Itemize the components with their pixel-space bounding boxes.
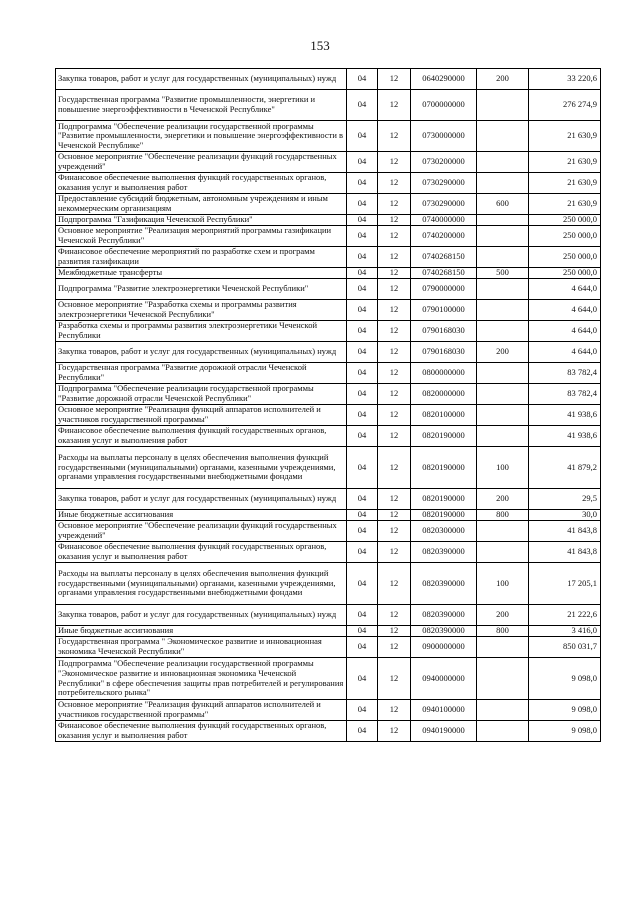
row-name-cell: Закупка товаров, работ и услуг для государственных (муниципальных) нужд <box>56 605 347 626</box>
row-name-cell: Государственная программа "Развитие дорожной отрасли Чеченской Республики" <box>56 363 347 384</box>
row-expense-type-cell <box>477 700 529 721</box>
row-section-cell: 04 <box>347 510 378 521</box>
row-target-article-cell: 0940000000 <box>411 658 477 700</box>
row-target-article-cell: 0740268150 <box>411 268 477 279</box>
row-subsection-cell: 12 <box>378 90 411 121</box>
row-subsection-cell: 12 <box>378 268 411 279</box>
row-target-article-cell: 0790000000 <box>411 279 477 300</box>
row-name-cell: Закупка товаров, работ и услуг для государственных (муниципальных) нужд <box>56 489 347 510</box>
row-name-cell: Основное мероприятие "Обеспечение реализации функций государственных учреждений" <box>56 521 347 542</box>
row-amount-cell: 250 000,0 <box>529 226 601 247</box>
row-name-cell: Подпрограмма "Обеспечение реализации государственной программы "Экономическое развитие и инновационная экономика Чеченской Республики" в сфере обеспечения защиты прав потребителей и регулирования потребительского рынка" <box>56 658 347 700</box>
row-amount-cell: 21 222,6 <box>529 605 601 626</box>
row-amount-cell: 9 098,0 <box>529 721 601 742</box>
table-row <box>56 542 601 563</box>
table-row <box>56 321 601 342</box>
page-number: 153 <box>310 38 330 53</box>
row-expense-type-cell <box>477 152 529 173</box>
row-section-cell: 04 <box>347 384 378 405</box>
row-subsection-cell: 12 <box>378 626 411 637</box>
budget-table <box>55 68 601 742</box>
row-expense-type-cell <box>477 173 529 194</box>
row-subsection-cell: 12 <box>378 152 411 173</box>
row-target-article-cell: 0640290000 <box>411 69 477 90</box>
row-expense-type-cell: 800 <box>477 510 529 521</box>
row-target-article-cell: 0820190000 <box>411 426 477 447</box>
row-subsection-cell: 12 <box>378 226 411 247</box>
row-name-cell: Основное мероприятие "Разработка схемы и программы развития электроэнергетики Чеченской Республики" <box>56 300 347 321</box>
table-row <box>56 90 601 121</box>
row-target-article-cell: 0820190000 <box>411 447 477 489</box>
row-name-cell: Разработка схемы и программы развития электроэнергетики Чеченской Республики <box>56 321 347 342</box>
row-expense-type-cell <box>477 721 529 742</box>
row-amount-cell: 4 644,0 <box>529 342 601 363</box>
row-subsection-cell: 12 <box>378 605 411 626</box>
row-amount-cell: 276 274,9 <box>529 90 601 121</box>
row-target-article-cell: 0820190000 <box>411 510 477 521</box>
row-target-article-cell: 0820100000 <box>411 405 477 426</box>
row-subsection-cell: 12 <box>378 563 411 605</box>
row-expense-type-cell <box>477 279 529 300</box>
row-section-cell: 04 <box>347 247 378 268</box>
row-amount-cell: 30,0 <box>529 510 601 521</box>
row-subsection-cell: 12 <box>378 69 411 90</box>
row-name-cell: Расходы на выплаты персоналу в целях обеспечения выполнения функций государственными (муниципальными) органами, казенными учреждениями, органами управления государственными внебюджетными фондами <box>56 563 347 605</box>
row-section-cell: 04 <box>347 542 378 563</box>
row-target-article-cell: 0940190000 <box>411 721 477 742</box>
row-section-cell: 04 <box>347 363 378 384</box>
table-row <box>56 152 601 173</box>
row-amount-cell: 83 782,4 <box>529 384 601 405</box>
table-row <box>56 121 601 152</box>
row-target-article-cell: 0730290000 <box>411 173 477 194</box>
row-target-article-cell: 0730200000 <box>411 152 477 173</box>
table-row <box>56 363 601 384</box>
row-section-cell: 04 <box>347 279 378 300</box>
row-target-article-cell: 0940100000 <box>411 700 477 721</box>
row-name-cell: Государственная программа " Экономическое развитие и инновационная экономика Чеченской Республики" <box>56 637 347 658</box>
row-amount-cell: 250 000,0 <box>529 268 601 279</box>
row-expense-type-cell: 200 <box>477 342 529 363</box>
row-section-cell: 04 <box>347 215 378 226</box>
row-section-cell: 04 <box>347 405 378 426</box>
row-subsection-cell: 12 <box>378 426 411 447</box>
row-subsection-cell: 12 <box>378 637 411 658</box>
row-amount-cell: 850 031,7 <box>529 637 601 658</box>
row-amount-cell: 41 938,6 <box>529 426 601 447</box>
row-expense-type-cell <box>477 542 529 563</box>
row-subsection-cell: 12 <box>378 542 411 563</box>
row-section-cell: 04 <box>347 194 378 215</box>
row-section-cell: 04 <box>347 300 378 321</box>
row-name-cell: Финансовое обеспечение выполнения функций государственных органов, оказания услуг и выполнения работ <box>56 173 347 194</box>
row-amount-cell: 4 644,0 <box>529 300 601 321</box>
row-section-cell: 04 <box>347 563 378 605</box>
row-subsection-cell: 12 <box>378 447 411 489</box>
row-subsection-cell: 12 <box>378 700 411 721</box>
row-target-article-cell: 0820000000 <box>411 384 477 405</box>
row-name-cell: Финансовое обеспечение выполнения функций государственных органов, оказания услуг и выполнения работ <box>56 721 347 742</box>
table-row <box>56 279 601 300</box>
row-amount-cell: 21 630,9 <box>529 173 601 194</box>
row-target-article-cell: 0820390000 <box>411 542 477 563</box>
table-row <box>56 194 601 215</box>
row-name-cell: Основное мероприятие "Реализация функций аппаратов исполнителей и участников государственной программы" <box>56 700 347 721</box>
row-amount-cell: 250 000,0 <box>529 215 601 226</box>
row-section-cell: 04 <box>347 121 378 152</box>
row-expense-type-cell: 200 <box>477 69 529 90</box>
row-name-cell: Подпрограмма "Газификация Чеченской Республики" <box>56 215 347 226</box>
table-row <box>56 658 601 700</box>
row-section-cell: 04 <box>347 521 378 542</box>
row-amount-cell: 41 879,2 <box>529 447 601 489</box>
row-name-cell: Основное мероприятие "Обеспечение реализации функций государственных учреждений" <box>56 152 347 173</box>
row-subsection-cell: 12 <box>378 279 411 300</box>
row-expense-type-cell: 100 <box>477 447 529 489</box>
table-row <box>56 384 601 405</box>
row-expense-type-cell <box>477 426 529 447</box>
row-subsection-cell: 12 <box>378 321 411 342</box>
row-section-cell: 04 <box>347 69 378 90</box>
row-section-cell: 04 <box>347 173 378 194</box>
row-expense-type-cell <box>477 247 529 268</box>
row-subsection-cell: 12 <box>378 405 411 426</box>
row-name-cell: Основное мероприятие "Реализация функций аппаратов исполнителей и участников государственной программы" <box>56 405 347 426</box>
row-amount-cell: 41 938,6 <box>529 405 601 426</box>
row-subsection-cell: 12 <box>378 521 411 542</box>
row-subsection-cell: 12 <box>378 300 411 321</box>
row-expense-type-cell <box>477 637 529 658</box>
table-row <box>56 226 601 247</box>
row-expense-type-cell <box>477 121 529 152</box>
row-expense-type-cell: 800 <box>477 626 529 637</box>
row-section-cell: 04 <box>347 268 378 279</box>
row-amount-cell: 33 220,6 <box>529 69 601 90</box>
row-name-cell: Иные бюджетные ассигнования <box>56 626 347 637</box>
row-amount-cell: 21 630,9 <box>529 194 601 215</box>
row-subsection-cell: 12 <box>378 384 411 405</box>
row-section-cell: 04 <box>347 90 378 121</box>
row-expense-type-cell <box>477 90 529 121</box>
row-section-cell: 04 <box>347 700 378 721</box>
row-expense-type-cell: 500 <box>477 268 529 279</box>
row-name-cell: Подпрограмма "Обеспечение реализации государственной программы "Развитие дорожной отрасли Чеченской Республики" <box>56 384 347 405</box>
row-expense-type-cell <box>477 321 529 342</box>
row-amount-cell: 29,5 <box>529 489 601 510</box>
row-expense-type-cell <box>477 226 529 247</box>
row-target-article-cell: 0790168030 <box>411 321 477 342</box>
row-section-cell: 04 <box>347 489 378 510</box>
table-row <box>56 447 601 489</box>
table-row <box>56 700 601 721</box>
row-subsection-cell: 12 <box>378 121 411 152</box>
row-section-cell: 04 <box>347 721 378 742</box>
row-expense-type-cell: 600 <box>477 194 529 215</box>
table-row <box>56 215 601 226</box>
table-row <box>56 489 601 510</box>
row-amount-cell: 3 416,0 <box>529 626 601 637</box>
row-section-cell: 04 <box>347 637 378 658</box>
row-subsection-cell: 12 <box>378 247 411 268</box>
row-target-article-cell: 0900000000 <box>411 637 477 658</box>
table-row <box>56 510 601 521</box>
row-name-cell: Иные бюджетные ассигнования <box>56 510 347 521</box>
table-row <box>56 626 601 637</box>
table-row <box>56 605 601 626</box>
table-row <box>56 342 601 363</box>
row-subsection-cell: 12 <box>378 721 411 742</box>
row-name-cell: Закупка товаров, работ и услуг для государственных (муниципальных) нужд <box>56 69 347 90</box>
table-row <box>56 426 601 447</box>
row-amount-cell: 41 843,8 <box>529 521 601 542</box>
row-subsection-cell: 12 <box>378 363 411 384</box>
row-amount-cell: 4 644,0 <box>529 279 601 300</box>
row-section-cell: 04 <box>347 321 378 342</box>
row-expense-type-cell <box>477 384 529 405</box>
row-target-article-cell: 0730290000 <box>411 194 477 215</box>
row-amount-cell: 17 205,1 <box>529 563 601 605</box>
row-section-cell: 04 <box>347 658 378 700</box>
table-row <box>56 563 601 605</box>
row-amount-cell: 250 000,0 <box>529 247 601 268</box>
row-amount-cell: 9 098,0 <box>529 700 601 721</box>
row-target-article-cell: 0820190000 <box>411 489 477 510</box>
row-subsection-cell: 12 <box>378 510 411 521</box>
row-subsection-cell: 12 <box>378 194 411 215</box>
row-subsection-cell: 12 <box>378 215 411 226</box>
row-amount-cell: 4 644,0 <box>529 321 601 342</box>
row-name-cell: Финансовое обеспечение выполнения функций государственных органов, оказания услуг и выполнения работ <box>56 542 347 563</box>
table-row <box>56 300 601 321</box>
row-expense-type-cell <box>477 215 529 226</box>
row-target-article-cell: 0820300000 <box>411 521 477 542</box>
row-section-cell: 04 <box>347 342 378 363</box>
table-row <box>56 637 601 658</box>
row-name-cell: Финансовое обеспечение мероприятий по разработке схем и программ развития газификации <box>56 247 347 268</box>
row-section-cell: 04 <box>347 605 378 626</box>
row-name-cell: Подпрограмма "Развитие электроэнергетики Чеченской Республики" <box>56 279 347 300</box>
table-row <box>56 721 601 742</box>
row-name-cell: Расходы на выплаты персоналу в целях обеспечения выполнения функций государственными (муниципальными) органами, казенными учреждениями, органами управления государственными внебюджетными фондами <box>56 447 347 489</box>
table-row <box>56 173 601 194</box>
row-target-article-cell: 0700000000 <box>411 90 477 121</box>
row-section-cell: 04 <box>347 152 378 173</box>
row-amount-cell: 21 630,9 <box>529 152 601 173</box>
table-row <box>56 521 601 542</box>
row-subsection-cell: 12 <box>378 489 411 510</box>
row-expense-type-cell: 100 <box>477 563 529 605</box>
row-section-cell: 04 <box>347 626 378 637</box>
row-expense-type-cell: 200 <box>477 489 529 510</box>
row-name-cell: Подпрограмма "Обеспечение реализации государственной программы "Развитие промышленности, энергетики и повышение энергоэффективности в Чеченской Республике" <box>56 121 347 152</box>
row-amount-cell: 21 630,9 <box>529 121 601 152</box>
row-expense-type-cell <box>477 521 529 542</box>
row-name-cell: Финансовое обеспечение выполнения функций государственных органов, оказания услуг и выполнения работ <box>56 426 347 447</box>
row-section-cell: 04 <box>347 447 378 489</box>
row-amount-cell: 83 782,4 <box>529 363 601 384</box>
row-expense-type-cell: 200 <box>477 605 529 626</box>
table-row <box>56 247 601 268</box>
row-section-cell: 04 <box>347 426 378 447</box>
row-target-article-cell: 0790100000 <box>411 300 477 321</box>
row-name-cell: Предоставление субсидий бюджетным, автономным учреждениям и иным некоммерческим организациям <box>56 194 347 215</box>
row-name-cell: Закупка товаров, работ и услуг для государственных (муниципальных) нужд <box>56 342 347 363</box>
row-amount-cell: 9 098,0 <box>529 658 601 700</box>
row-expense-type-cell <box>477 658 529 700</box>
table-row <box>56 69 601 90</box>
row-target-article-cell: 0740268150 <box>411 247 477 268</box>
row-target-article-cell: 0820390000 <box>411 626 477 637</box>
row-section-cell: 04 <box>347 226 378 247</box>
row-expense-type-cell <box>477 405 529 426</box>
row-target-article-cell: 0730000000 <box>411 121 477 152</box>
row-subsection-cell: 12 <box>378 173 411 194</box>
row-amount-cell: 41 843,8 <box>529 542 601 563</box>
row-subsection-cell: 12 <box>378 658 411 700</box>
row-target-article-cell: 0820390000 <box>411 563 477 605</box>
row-target-article-cell: 0800000000 <box>411 363 477 384</box>
row-expense-type-cell <box>477 363 529 384</box>
row-expense-type-cell <box>477 300 529 321</box>
row-target-article-cell: 0740000000 <box>411 215 477 226</box>
row-name-cell: Межбюджетные трансферты <box>56 268 347 279</box>
row-name-cell: Основное мероприятие "Реализация мероприятий программы газификации Чеченской Республики" <box>56 226 347 247</box>
row-target-article-cell: 0790168030 <box>411 342 477 363</box>
row-name-cell: Государственная программа "Развитие промышленности, энергетики и повышение энергоэффективности в Чеченской Республике" <box>56 90 347 121</box>
table-row <box>56 268 601 279</box>
row-target-article-cell: 0820390000 <box>411 605 477 626</box>
row-subsection-cell: 12 <box>378 342 411 363</box>
row-target-article-cell: 0740200000 <box>411 226 477 247</box>
table-row <box>56 405 601 426</box>
